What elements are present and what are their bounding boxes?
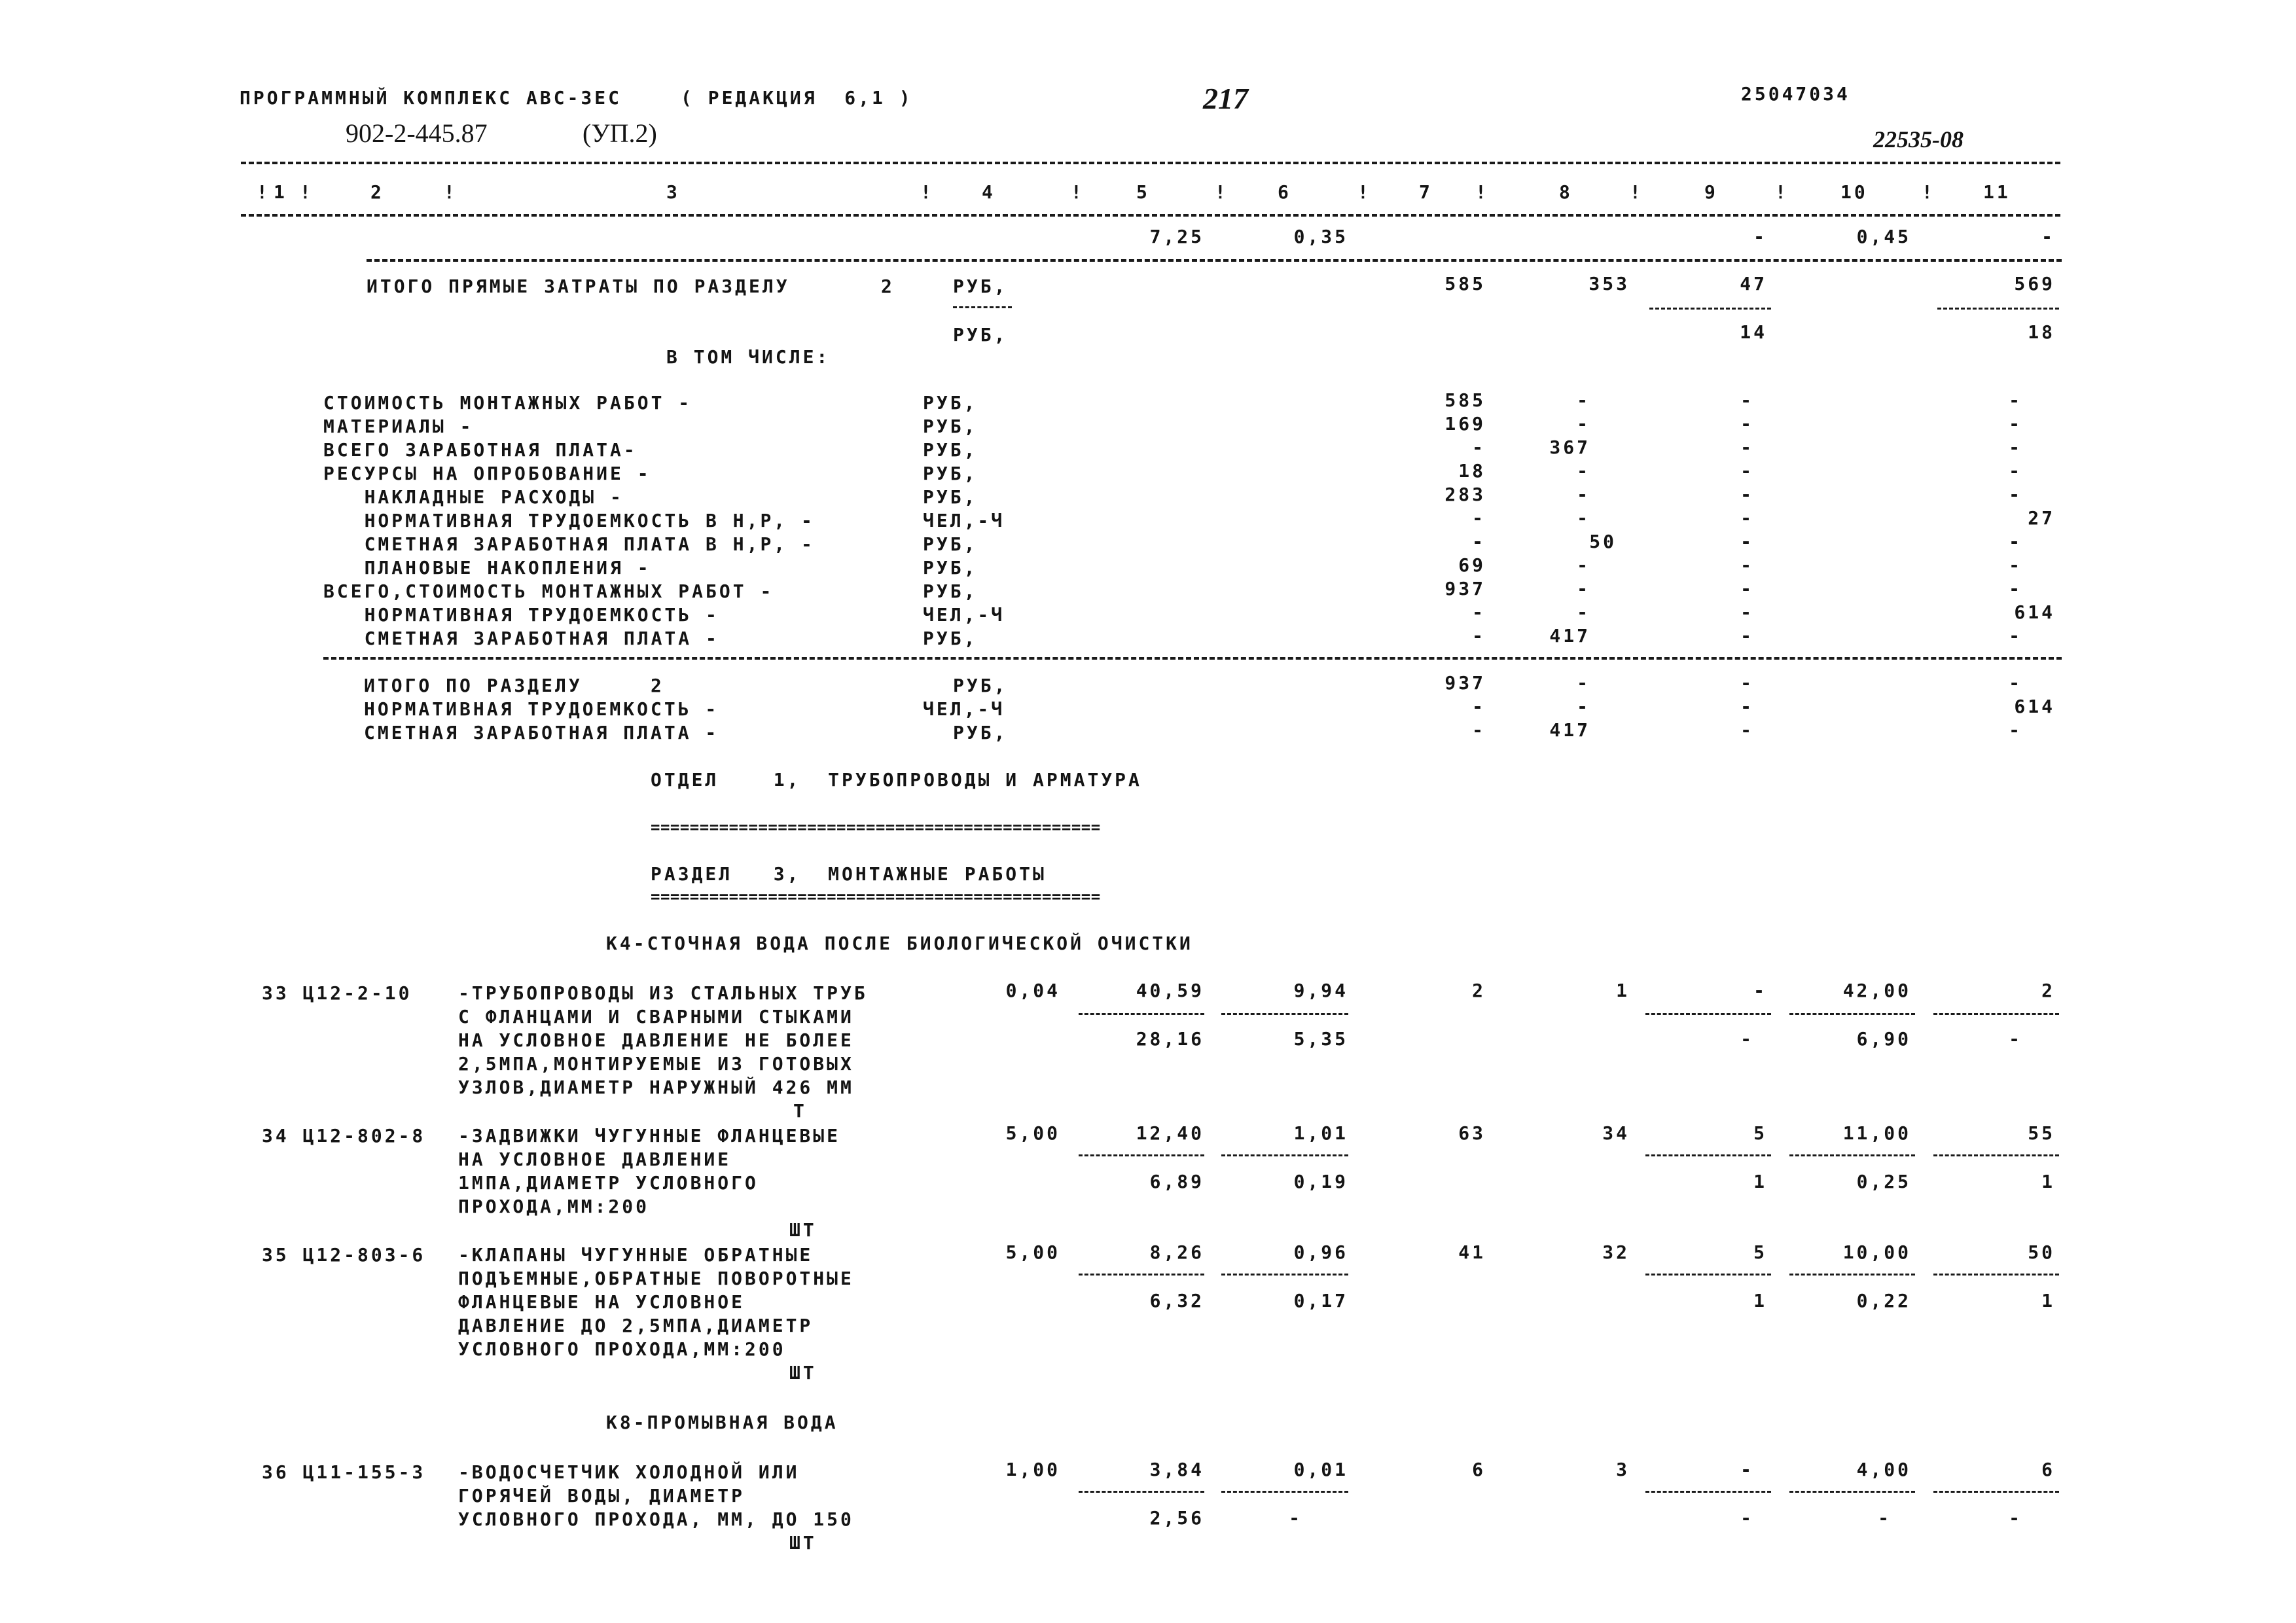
col-sep: !	[1475, 181, 1489, 203]
item-desc-line: УЗЛОВ,ДИАМЕТР НАРУЖНЫЙ 426 ММ	[458, 1077, 854, 1098]
fraction-rule	[1933, 1274, 2059, 1275]
fraction-rule	[1933, 1013, 2059, 1015]
breakdown-label: СТОИМОСТЬ МОНТАЖНЫХ РАБОТ -	[323, 392, 692, 414]
fraction-rule	[1645, 1154, 1771, 1156]
item-qty: 5,00	[1005, 1241, 1060, 1263]
breakdown-c8: -	[1577, 389, 1590, 411]
fraction-rule	[1221, 1274, 1348, 1275]
breakdown-rule	[323, 657, 2062, 660]
subsection-heading: К8-ПРОМЫВНАЯ ВОДА	[606, 1412, 838, 1433]
item-c8: 32	[1602, 1241, 1630, 1263]
col-num-8: 8	[1559, 181, 1573, 203]
item-c9-b: -	[1740, 1028, 1754, 1050]
item-c9-b: 1	[1753, 1171, 1767, 1192]
double-rule: ==============================================	[651, 818, 1101, 836]
breakdown-c8: -	[1577, 578, 1590, 599]
breakdown-c8: -	[1577, 601, 1590, 623]
direct-total-num: 2	[881, 276, 895, 297]
fraction-rule	[1079, 1154, 1204, 1156]
col-num-10: 10	[1840, 181, 1868, 203]
breakdown-c8: 50	[1589, 531, 1617, 552]
album-label: (УП.2)	[583, 118, 657, 148]
fraction-rule	[1645, 1013, 1771, 1015]
carry-c11: -	[2041, 226, 2055, 247]
c11-rule	[1937, 308, 2059, 310]
fraction-rule	[1933, 1491, 2059, 1493]
direct-total-unit-2: РУБ,	[953, 324, 1008, 346]
fraction-rule	[1221, 1013, 1348, 1015]
item-c6-b: 5,35	[1293, 1028, 1348, 1050]
item-c11-b: -	[2009, 1028, 2022, 1050]
item-c11: 6	[2041, 1459, 2055, 1480]
item-desc-line: -ВОДОСЧЕТЧИК ХОЛОДНОЙ ИЛИ	[458, 1461, 800, 1483]
breakdown-unit: РУБ,	[923, 392, 978, 414]
total-unit: РУБ,	[953, 675, 1008, 696]
breakdown-c11: -	[2009, 578, 2022, 599]
breakdown-c11: -	[2009, 554, 2022, 576]
item-c5: 12,40	[1136, 1122, 1204, 1144]
breakdown-unit: ЧЕЛ,-Ч	[923, 510, 1005, 531]
direct-total-c11: 569	[2014, 273, 2055, 294]
fraction-rule	[1789, 1013, 1915, 1015]
total-c7: 937	[1444, 672, 1486, 694]
item-qty: 5,00	[1005, 1122, 1060, 1144]
breakdown-unit: ЧЕЛ,-Ч	[923, 604, 1005, 626]
item-c6: 9,94	[1293, 980, 1348, 1001]
breakdown-label: ВСЕГО ЗАРАБОТНАЯ ПЛАТА-	[323, 439, 637, 461]
total-label: НОРМАТИВНАЯ ТРУДОЕМКОСТЬ -	[364, 698, 719, 720]
breakdown-c11: 614	[2014, 601, 2055, 623]
item-c6-b: -	[1289, 1507, 1302, 1529]
breakdown-c11: -	[2009, 437, 2022, 458]
col-sep: !	[1775, 181, 1789, 203]
breakdown-c11: -	[2009, 389, 2022, 411]
item-c11: 50	[2028, 1241, 2055, 1263]
fraction-rule	[1933, 1154, 2059, 1156]
breakdown-c7: 18	[1458, 460, 1486, 482]
total-c9: -	[1740, 696, 1754, 717]
breakdown-label: НОРМАТИВНАЯ ТРУДОЕМКОСТЬ -	[323, 604, 719, 626]
direct-total-c9-b: 14	[1740, 321, 1767, 343]
breakdown-unit: РУБ,	[923, 486, 978, 508]
item-desc-line: 1МПА,ДИАМЕТР УСЛОВНОГО	[458, 1172, 759, 1194]
breakdown-label: ПЛАНОВЫЕ НАКОПЛЕНИЯ -	[323, 557, 651, 579]
item-c11-b: 1	[2041, 1171, 2055, 1192]
item-desc-line: УСЛОВНОГО ПРОХОДА, ММ, ДО 150	[458, 1508, 854, 1530]
item-desc-line: ПОДЪЕМНЫЕ,ОБРАТНЫЕ ПОВОРОТНЫЕ	[458, 1268, 854, 1289]
item-code: 33 Ц12-2-10	[262, 982, 412, 1004]
item-code: 36 Ц11-155-3	[262, 1461, 426, 1483]
direct-total-c7: 585	[1444, 273, 1486, 294]
breakdown-c7: -	[1472, 507, 1486, 529]
c9-rule	[1649, 308, 1771, 310]
item-c10: 42,00	[1842, 980, 1911, 1001]
col-num-4: 4	[982, 181, 996, 203]
item-c5: 8,26	[1149, 1241, 1204, 1263]
fraction-rule	[1789, 1154, 1915, 1156]
total-c11: -	[2009, 719, 2022, 741]
breakdown-c9: -	[1740, 554, 1754, 576]
col-sep: !	[300, 181, 314, 203]
item-c11: 55	[2028, 1122, 2055, 1144]
item-code: 34 Ц12-802-8	[262, 1125, 426, 1147]
breakdown-unit: РУБ,	[923, 439, 978, 461]
direct-total-c11-b: 18	[2028, 321, 2055, 343]
col-sep: !	[1215, 181, 1229, 203]
breakdown-c7: -	[1472, 531, 1486, 552]
item-qty: 0,04	[1005, 980, 1060, 1001]
breakdown-c9: -	[1740, 437, 1754, 458]
direct-total-label: ИТОГО ПРЯМЫЕ ЗАТРАТЫ ПО РАЗДЕЛУ	[367, 276, 790, 297]
breakdown-c11: -	[2009, 531, 2022, 552]
item-c7: 41	[1458, 1241, 1486, 1263]
item-c9-b: -	[1740, 1507, 1754, 1529]
breakdown-label: СМЕТНАЯ ЗАРАБОТНАЯ ПЛАТА В Н,Р, -	[323, 533, 815, 555]
breakdown-c9: -	[1740, 531, 1754, 552]
edition-label: ( РЕДАКЦИЯ 6,1 )	[681, 87, 913, 109]
breakdown-label: МАТЕРИАЛЫ -	[323, 416, 474, 437]
total-c11: -	[2009, 672, 2022, 694]
item-c5: 3,84	[1149, 1459, 1204, 1480]
item-code: 35 Ц12-803-6	[262, 1244, 426, 1266]
item-c5-b: 2,56	[1149, 1507, 1204, 1529]
col-sep: !	[920, 181, 934, 203]
item-desc-line: ФЛАНЦЕВЫЕ НА УСЛОВНОЕ	[458, 1291, 745, 1313]
breakdown-c8: 367	[1549, 437, 1590, 458]
fraction-rule	[1221, 1491, 1348, 1493]
breakdown-c9: -	[1740, 507, 1754, 529]
item-c6: 0,96	[1293, 1241, 1348, 1263]
breakdown-unit: РУБ,	[923, 557, 978, 579]
breakdown-unit: РУБ,	[923, 628, 978, 649]
breakdown-label: СМЕТНАЯ ЗАРАБОТНАЯ ПЛАТА -	[323, 628, 719, 649]
item-unit: ШТ	[789, 1532, 817, 1554]
project-number: 902-2-445.87	[346, 118, 488, 148]
total-label: ИТОГО ПО РАЗДЕЛУ 2	[364, 675, 664, 696]
item-desc-line: ПРОХОДА,ММ:200	[458, 1196, 650, 1217]
item-c5-b: 28,16	[1136, 1028, 1204, 1050]
item-c6: 1,01	[1293, 1122, 1348, 1144]
fraction-rule	[1645, 1491, 1771, 1493]
breakdown-unit: РУБ,	[923, 533, 978, 555]
breakdown-label: НАКЛАДНЫЕ РАСХОДЫ -	[323, 486, 624, 508]
total-c8: -	[1577, 672, 1590, 694]
breakdown-c7: -	[1472, 601, 1486, 623]
item-c10: 11,00	[1842, 1122, 1911, 1144]
sheet-number: 217	[1203, 82, 1248, 115]
item-c9: -	[1753, 980, 1767, 1001]
item-desc-line: ДАВЛЕНИЕ ДО 2,5МПА,ДИАМЕТР	[458, 1315, 814, 1336]
item-desc-line: -ЗАДВИЖКИ ЧУГУННЫЕ ФЛАНЦЕВЫЕ	[458, 1125, 841, 1147]
item-c5-b: 6,32	[1149, 1290, 1204, 1311]
carry-c5: 7,25	[1149, 226, 1204, 247]
total-c7: -	[1472, 696, 1486, 717]
breakdown-c9: -	[1740, 460, 1754, 482]
item-c10-b: 0,22	[1856, 1290, 1911, 1311]
fraction-rule	[1079, 1491, 1204, 1493]
fraction-rule	[1789, 1491, 1915, 1493]
item-c6-b: 0,19	[1293, 1171, 1348, 1192]
total-c8: 417	[1549, 719, 1590, 741]
item-c11: 2	[2041, 980, 2055, 1001]
double-rule: ==============================================	[651, 887, 1101, 906]
item-desc-line: ГОРЯЧЕЙ ВОДЫ, ДИАМЕТР	[458, 1485, 745, 1507]
col-sep: !	[257, 181, 270, 203]
breakdown-c11: 27	[2028, 507, 2055, 529]
item-unit: ШТ	[789, 1219, 817, 1241]
col-sep: !	[1630, 181, 1643, 203]
breakdown-c9: -	[1740, 601, 1754, 623]
col-num-3: 3	[666, 181, 680, 203]
item-c5-b: 6,89	[1149, 1171, 1204, 1192]
breakdown-c7: -	[1472, 437, 1486, 458]
header-top-rule	[241, 162, 2060, 164]
item-desc-line: С ФЛАНЦАМИ И СВАРНЫМИ СТЫКАМИ	[458, 1006, 854, 1027]
breakdown-c7: 169	[1444, 413, 1486, 435]
item-c11-b: 1	[2041, 1290, 2055, 1311]
total-c11: 614	[2014, 696, 2055, 717]
item-c8: 1	[1616, 980, 1630, 1001]
direct-total-c9: 47	[1740, 273, 1767, 294]
col-num-11: 11	[1983, 181, 2011, 203]
breakdown-c9: -	[1740, 625, 1754, 647]
carry-c9: -	[1753, 226, 1767, 247]
item-desc-line: -ТРУБОПРОВОДЫ ИЗ СТАЛЬНЫХ ТРУБ	[458, 982, 868, 1004]
header-bottom-rule	[241, 214, 2060, 217]
breakdown-c11: -	[2009, 625, 2022, 647]
fraction-rule	[1079, 1274, 1204, 1275]
unit-rule	[953, 306, 1012, 308]
fraction-rule	[1645, 1274, 1771, 1275]
total-unit: РУБ,	[953, 722, 1008, 743]
breakdown-label: РЕСУРСЫ НА ОПРОБОВАНИЕ -	[323, 463, 651, 484]
item-unit: ШТ	[789, 1362, 817, 1383]
item-desc-line: 2,5МПА,МОНТИРУЕМЫЕ ИЗ ГОТОВЫХ	[458, 1053, 854, 1075]
col-num-5: 5	[1136, 181, 1150, 203]
section-heading: РАЗДЕЛ 3, МОНТАЖНЫЕ РАБОТЫ	[651, 863, 1047, 885]
breakdown-c8: -	[1577, 460, 1590, 482]
breakdown-unit: РУБ,	[923, 580, 978, 602]
item-c10: 4,00	[1856, 1459, 1911, 1480]
document-code: 25047034	[1741, 83, 1850, 105]
breakdown-c9: -	[1740, 578, 1754, 599]
breakdown-unit: РУБ,	[923, 463, 978, 484]
breakdown-c8: 417	[1549, 625, 1590, 647]
breakdown-c8: -	[1577, 507, 1590, 529]
breakdown-c8: -	[1577, 554, 1590, 576]
subsection-heading: К4-СТОЧНАЯ ВОДА ПОСЛЕ БИОЛОГИЧЕСКОЙ ОЧИСТКИ	[606, 933, 1193, 954]
col-num-2: 2	[370, 181, 384, 203]
item-c7: 2	[1472, 980, 1486, 1001]
breakdown-c9: -	[1740, 484, 1754, 505]
breakdown-c9: -	[1740, 389, 1754, 411]
program-title: ПРОГРАММНЫЙ КОМПЛЕКС АВС-3ЕС	[240, 87, 622, 109]
breakdown-c11: -	[2009, 460, 2022, 482]
carry-c6: 0,35	[1293, 226, 1348, 247]
direct-total-c8: 353	[1588, 273, 1630, 294]
col-num-6: 6	[1278, 181, 1291, 203]
breakdown-label: ВСЕГО,СТОИМОСТЬ МОНТАЖНЫХ РАБОТ -	[323, 580, 774, 602]
item-desc-line: НА УСЛОВНОЕ ДАВЛЕНИЕ	[458, 1149, 732, 1170]
item-desc-line: УСЛОВНОГО ПРОХОДА,ММ:200	[458, 1338, 786, 1360]
item-c10-b: 6,90	[1856, 1028, 1911, 1050]
total-c9: -	[1740, 719, 1754, 741]
item-c8: 34	[1602, 1122, 1630, 1144]
carry-rule	[367, 259, 2062, 262]
total-c8: -	[1577, 696, 1590, 717]
fraction-rule	[1789, 1274, 1915, 1275]
breakdown-c7: 283	[1444, 484, 1486, 505]
item-c8: 3	[1616, 1459, 1630, 1480]
direct-total-unit: РУБ,	[953, 276, 1008, 297]
total-label: СМЕТНАЯ ЗАРАБОТНАЯ ПЛАТА -	[364, 722, 719, 743]
item-c5: 40,59	[1136, 980, 1204, 1001]
item-c6-b: 0,17	[1293, 1290, 1348, 1311]
breakdown-c7: -	[1472, 625, 1486, 647]
breakdown-c7: 937	[1444, 578, 1486, 599]
item-c7: 6	[1472, 1459, 1486, 1480]
total-c7: -	[1472, 719, 1486, 741]
col-sep: !	[1357, 181, 1371, 203]
breakdown-c7: 585	[1444, 389, 1486, 411]
breakdown-c8: -	[1577, 484, 1590, 505]
col-sep: !	[1922, 181, 1935, 203]
total-c9: -	[1740, 672, 1754, 694]
breakdown-c7: 69	[1458, 554, 1486, 576]
fraction-rule	[1079, 1013, 1204, 1015]
col-num-7: 7	[1419, 181, 1433, 203]
item-desc-line: -КЛАПАНЫ ЧУГУННЫЕ ОБРАТНЫЕ	[458, 1244, 814, 1266]
col-sep: !	[1071, 181, 1085, 203]
total-unit: ЧЕЛ,-Ч	[923, 698, 1005, 720]
col-sep: !	[444, 181, 457, 203]
carry-c10: 0,45	[1856, 226, 1911, 247]
fraction-rule	[1221, 1154, 1348, 1156]
breakdown-unit: РУБ,	[923, 416, 978, 437]
item-unit: Т	[793, 1100, 807, 1122]
item-c6: 0,01	[1293, 1459, 1348, 1480]
item-c7: 63	[1458, 1122, 1486, 1144]
breakdown-label: НОРМАТИВНАЯ ТРУДОЕМКОСТЬ В Н,Р, -	[323, 510, 815, 531]
archive-stamp: 22535-08	[1873, 126, 1964, 152]
col-num-1: 1	[274, 181, 287, 203]
item-c10-b: -	[1878, 1507, 1892, 1529]
item-c9: 5	[1753, 1122, 1767, 1144]
breakdown-c11: -	[2009, 484, 2022, 505]
col-num-9: 9	[1704, 181, 1718, 203]
item-c11-b: -	[2009, 1507, 2022, 1529]
department-heading: ОТДЕЛ 1, ТРУБОПРОВОДЫ И АРМАТУРА	[651, 769, 1142, 791]
item-c9-b: 1	[1753, 1290, 1767, 1311]
item-c9: 5	[1753, 1241, 1767, 1263]
item-desc-line: НА УСЛОВНОЕ ДАВЛЕНИЕ НЕ БОЛЕЕ	[458, 1029, 854, 1051]
breakdown-c8: -	[1577, 413, 1590, 435]
including-label: В ТОМ ЧИСЛЕ:	[666, 346, 831, 368]
item-qty: 1,00	[1005, 1459, 1060, 1480]
item-c9: -	[1740, 1459, 1754, 1480]
breakdown-c11: -	[2009, 413, 2022, 435]
item-c10: 10,00	[1842, 1241, 1911, 1263]
breakdown-c9: -	[1740, 413, 1754, 435]
item-c10-b: 0,25	[1856, 1171, 1911, 1192]
